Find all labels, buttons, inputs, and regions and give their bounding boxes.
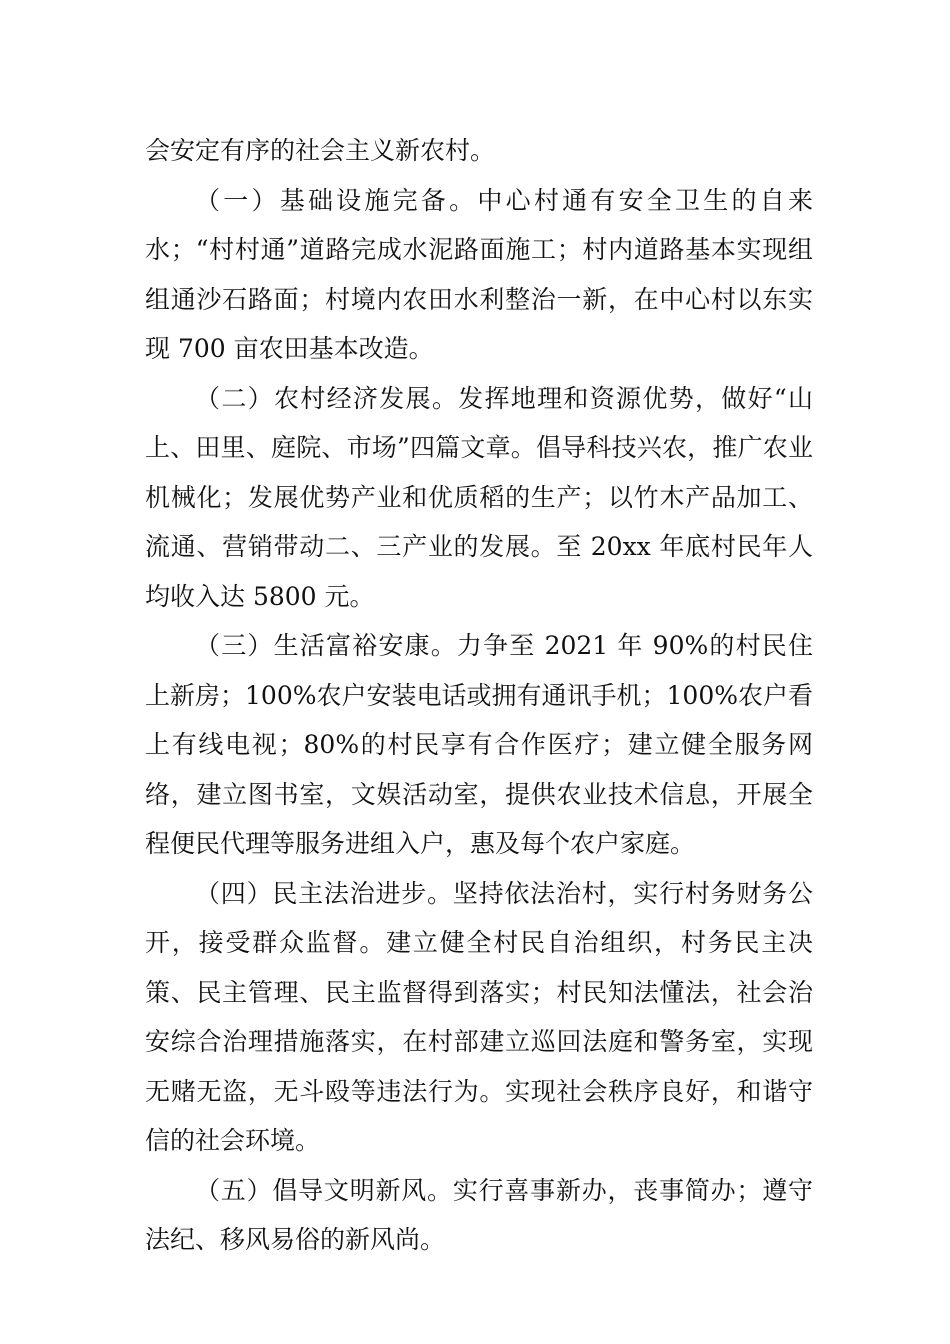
- paragraph-continuation: 会安定有序的社会主义新农村。: [145, 136, 496, 165]
- paragraph-civility: （五）倡导文明新风。实行喜事新办，丧事简办；遵守法纪、移风易俗的新风尚。: [145, 1175, 813, 1254]
- paragraph-living: （三）生活富裕安康。力争至 2021 年 90%的村民住上新房；100%农户安装电话或拥有通讯手机；100%农户看上有线电视；80%的村民享有合作医疗；建立健全服务网络，建立图书室，文娱活动室，提供农业技术信息，开展全程便民代理等服务进组入户，惠及每个农户家庭。: [145, 631, 813, 858]
- paragraph-infrastructure: （一）基础设施完备。中心村通有安全卫生的自来水；“村村通”道路完成水泥路面施工；村内道路基本实现组组通沙石路面；村境内农田水利整治一新，在中心村以东实现 700 亩农田基本改造。: [145, 185, 813, 363]
- paragraph-economy: （二）农村经济发展。发挥地理和资源优势，做好“山上、田里、庭院、市场”四篇文章。倡导科技兴农，推广农业机械化；发展优势产业和优质稻的生产；以竹木产品加工、流通、营销带动二、三产业的发展。至 20xx 年底村民年人均收入达 5800 元。: [145, 383, 813, 611]
- document-body: [145, 126, 813, 1265]
- paragraph-democracy: （四）民主法治进步。坚持依法治村，实行村务财务公开，接受群众监督。建立健全村民自治组织，村务民主决策、民主管理、民主监督得到落实；村民知法懂法，社会治安综合治理措施落实，在村部建立巡回法庭和警务室，实现无赌无盗，无斗殴等违法行为。实现社会秩序良好，和谐守信的社会环境。: [145, 878, 813, 1155]
